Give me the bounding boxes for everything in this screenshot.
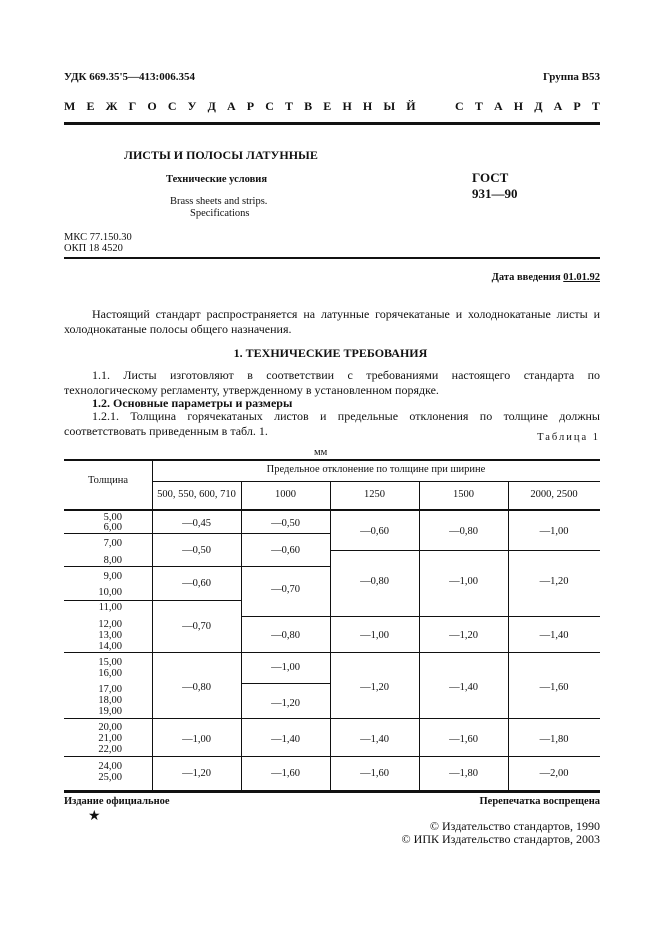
mks-code: МКС 77.150.30 bbox=[64, 232, 132, 243]
deviation-value: —1,40 bbox=[360, 734, 389, 745]
deviation-value: —0,45 bbox=[182, 518, 211, 529]
table-rule bbox=[241, 756, 330, 757]
table-rule bbox=[64, 756, 152, 757]
gost-number: 931—90 bbox=[472, 186, 518, 201]
deviation-value: —1,00 bbox=[360, 630, 389, 641]
thickness-value: 10,00 bbox=[98, 587, 122, 598]
table-rule bbox=[64, 600, 152, 601]
deviation-value: —0,80 bbox=[360, 576, 389, 587]
document-subtitle: Технические условия bbox=[166, 174, 268, 185]
table-rule bbox=[64, 652, 152, 653]
section-heading: 1. ТЕХНИЧЕСКИЕ ТРЕБОВАНИЯ bbox=[233, 346, 428, 360]
thickness-value: 24,00 bbox=[98, 761, 122, 772]
thickness-value: 19,00 bbox=[98, 706, 122, 717]
udk-code: УДК 669.35'5—413:006.354 bbox=[64, 71, 195, 83]
paragraph-1-2-1: 1.2.1. Толщина горячекатаных листов и предельные отклонения по толщине должны соответствовать приведенным в табл. 1. bbox=[64, 409, 600, 438]
paragraph-1-1: 1.1. Листы изготовляют в соответствии с требованиями настоящего стандарта по технологическому регламенту, утвержденному в установленном порядке. bbox=[64, 368, 600, 397]
column-header-width: 1500 bbox=[453, 489, 474, 500]
thickness-value: 16,00 bbox=[98, 668, 122, 679]
table-rule bbox=[241, 683, 330, 684]
table-unit: мм bbox=[314, 447, 328, 458]
table-rule bbox=[152, 718, 241, 719]
english-title-line1: Brass sheets and strips. bbox=[170, 196, 268, 207]
reprint-notice: Перепечатка воспрещена bbox=[479, 796, 600, 807]
column-header-group: Предельное отклонение по толщине при ширине bbox=[266, 464, 486, 475]
thickness-value: 18,00 bbox=[98, 695, 122, 706]
table-rule bbox=[330, 652, 600, 653]
thickness-value: 13,00 bbox=[98, 630, 122, 641]
deviation-value: —1,20 bbox=[360, 682, 389, 693]
table-rule bbox=[330, 550, 600, 551]
deviation-value: —0,60 bbox=[360, 526, 389, 537]
copyright-1990: © Издательство стандартов, 1990 bbox=[429, 819, 600, 833]
deviation-value: —0,80 bbox=[271, 630, 300, 641]
column-header-width: 2000, 2500 bbox=[530, 489, 578, 500]
table-rule bbox=[152, 481, 600, 482]
thickness-value: 12,00 bbox=[98, 619, 122, 630]
deviation-value: —1,00 bbox=[182, 734, 211, 745]
table-rule bbox=[241, 616, 330, 617]
deviation-value: —1,20 bbox=[182, 768, 211, 779]
deviation-value: —1,20 bbox=[539, 576, 569, 587]
thickness-value: 9,00 bbox=[103, 571, 122, 582]
thickness-value: 5,00 bbox=[103, 512, 122, 523]
copyright-2003: © ИПК Издательство стандартов, 2003 bbox=[401, 832, 600, 846]
thickness-value: 11,00 bbox=[98, 602, 122, 613]
deviation-value: —0,80 bbox=[449, 526, 478, 537]
intro-paragraph: Настоящий стандарт распространяется на латунные горячекатаные и холоднокатаные листы и холоднокатаные полосы общего назначения. bbox=[64, 307, 600, 336]
deviation-value: —0,60 bbox=[182, 578, 211, 589]
table-rule bbox=[330, 756, 600, 757]
deviation-value: —1,40 bbox=[539, 630, 569, 641]
table-rule bbox=[64, 566, 152, 567]
thickness-value: 7,00 bbox=[103, 538, 122, 549]
deviation-value: —0,60 bbox=[271, 545, 300, 556]
table-rule bbox=[152, 566, 241, 567]
table-label: Таблица 1 bbox=[537, 432, 600, 443]
deviation-value: —0,70 bbox=[271, 584, 300, 595]
deviation-value: —1,40 bbox=[271, 734, 300, 745]
table-rule bbox=[241, 533, 330, 534]
deviation-value: —0,50 bbox=[271, 518, 300, 529]
table-rule bbox=[241, 566, 330, 567]
table-rule bbox=[152, 652, 241, 653]
thickness-value: 21,00 bbox=[98, 733, 122, 744]
english-title-line2: Specifications bbox=[190, 208, 250, 219]
table-rule bbox=[64, 459, 600, 461]
paragraph-1-2: 1.2. Основные параметры и размеры bbox=[92, 396, 293, 410]
deviation-value: —1,40 bbox=[449, 682, 478, 693]
column-header-width: 1000 bbox=[275, 489, 296, 500]
table-rule bbox=[152, 756, 241, 757]
deviation-value: —1,20 bbox=[271, 698, 300, 709]
deviation-value: —1,60 bbox=[539, 682, 569, 693]
group-code: Группа В53 bbox=[542, 71, 600, 83]
standard-type: М Е Ж Г О С У Д А Р С Т В Е Н Н Ы Й С Т А Н Д А Р Т bbox=[64, 99, 600, 113]
table-rule bbox=[152, 600, 241, 601]
thickness-value: 17,00 bbox=[98, 684, 122, 695]
deviation-value: —0,70 bbox=[182, 621, 211, 632]
table-rule bbox=[241, 652, 330, 653]
footer-rule bbox=[64, 791, 600, 793]
thickness-value: 22,00 bbox=[98, 744, 122, 755]
official-edition: Издание официальное bbox=[64, 796, 170, 807]
column-header-thickness: Толщина bbox=[88, 475, 128, 486]
deviation-value: —2,00 bbox=[539, 768, 569, 779]
table-rule bbox=[241, 718, 330, 719]
deviation-value: —1,00 bbox=[539, 526, 569, 537]
deviation-value: —1,60 bbox=[271, 768, 300, 779]
okp-code: ОКП 18 4520 bbox=[64, 243, 123, 254]
document-title: ЛИСТЫ И ПОЛОСЫ ЛАТУННЫЕ bbox=[124, 148, 318, 162]
column-header-width: 1250 bbox=[364, 489, 385, 500]
intro-date-label: Дата введения bbox=[491, 272, 561, 283]
thickness-value: 6,00 bbox=[103, 522, 122, 533]
header-rule bbox=[64, 122, 600, 125]
intro-date-line bbox=[492, 272, 600, 283]
gost-label: ГОСТ bbox=[472, 170, 509, 185]
deviation-value: —0,80 bbox=[182, 682, 211, 693]
thickness-value: 20,00 bbox=[98, 722, 122, 733]
thickness-value: 14,00 bbox=[98, 641, 122, 652]
deviation-value: —1,00 bbox=[271, 662, 300, 673]
thickness-value: 25,00 bbox=[98, 772, 122, 783]
intro-date: 01.01.92 bbox=[563, 272, 600, 283]
table-rule bbox=[330, 616, 600, 617]
table-rule bbox=[330, 718, 600, 719]
deviation-value: —1,60 bbox=[449, 734, 478, 745]
deviation-value: —0,50 bbox=[182, 545, 211, 556]
table-rule bbox=[64, 509, 600, 511]
deviation-value: —1,60 bbox=[360, 768, 389, 779]
title-rule bbox=[64, 257, 600, 259]
star-icon: ★ bbox=[88, 809, 101, 824]
deviation-value: —1,80 bbox=[539, 734, 569, 745]
deviation-value: —1,80 bbox=[449, 768, 478, 779]
column-header-width: 500, 550, 600, 710 bbox=[157, 489, 236, 500]
deviation-value: —1,20 bbox=[449, 630, 478, 641]
deviation-value: —1,00 bbox=[449, 576, 478, 587]
table-rule bbox=[152, 533, 241, 534]
table-rule bbox=[64, 533, 152, 534]
thickness-value: 15,00 bbox=[98, 657, 122, 668]
thickness-value: 8,00 bbox=[103, 555, 122, 566]
table-rule bbox=[64, 718, 152, 719]
